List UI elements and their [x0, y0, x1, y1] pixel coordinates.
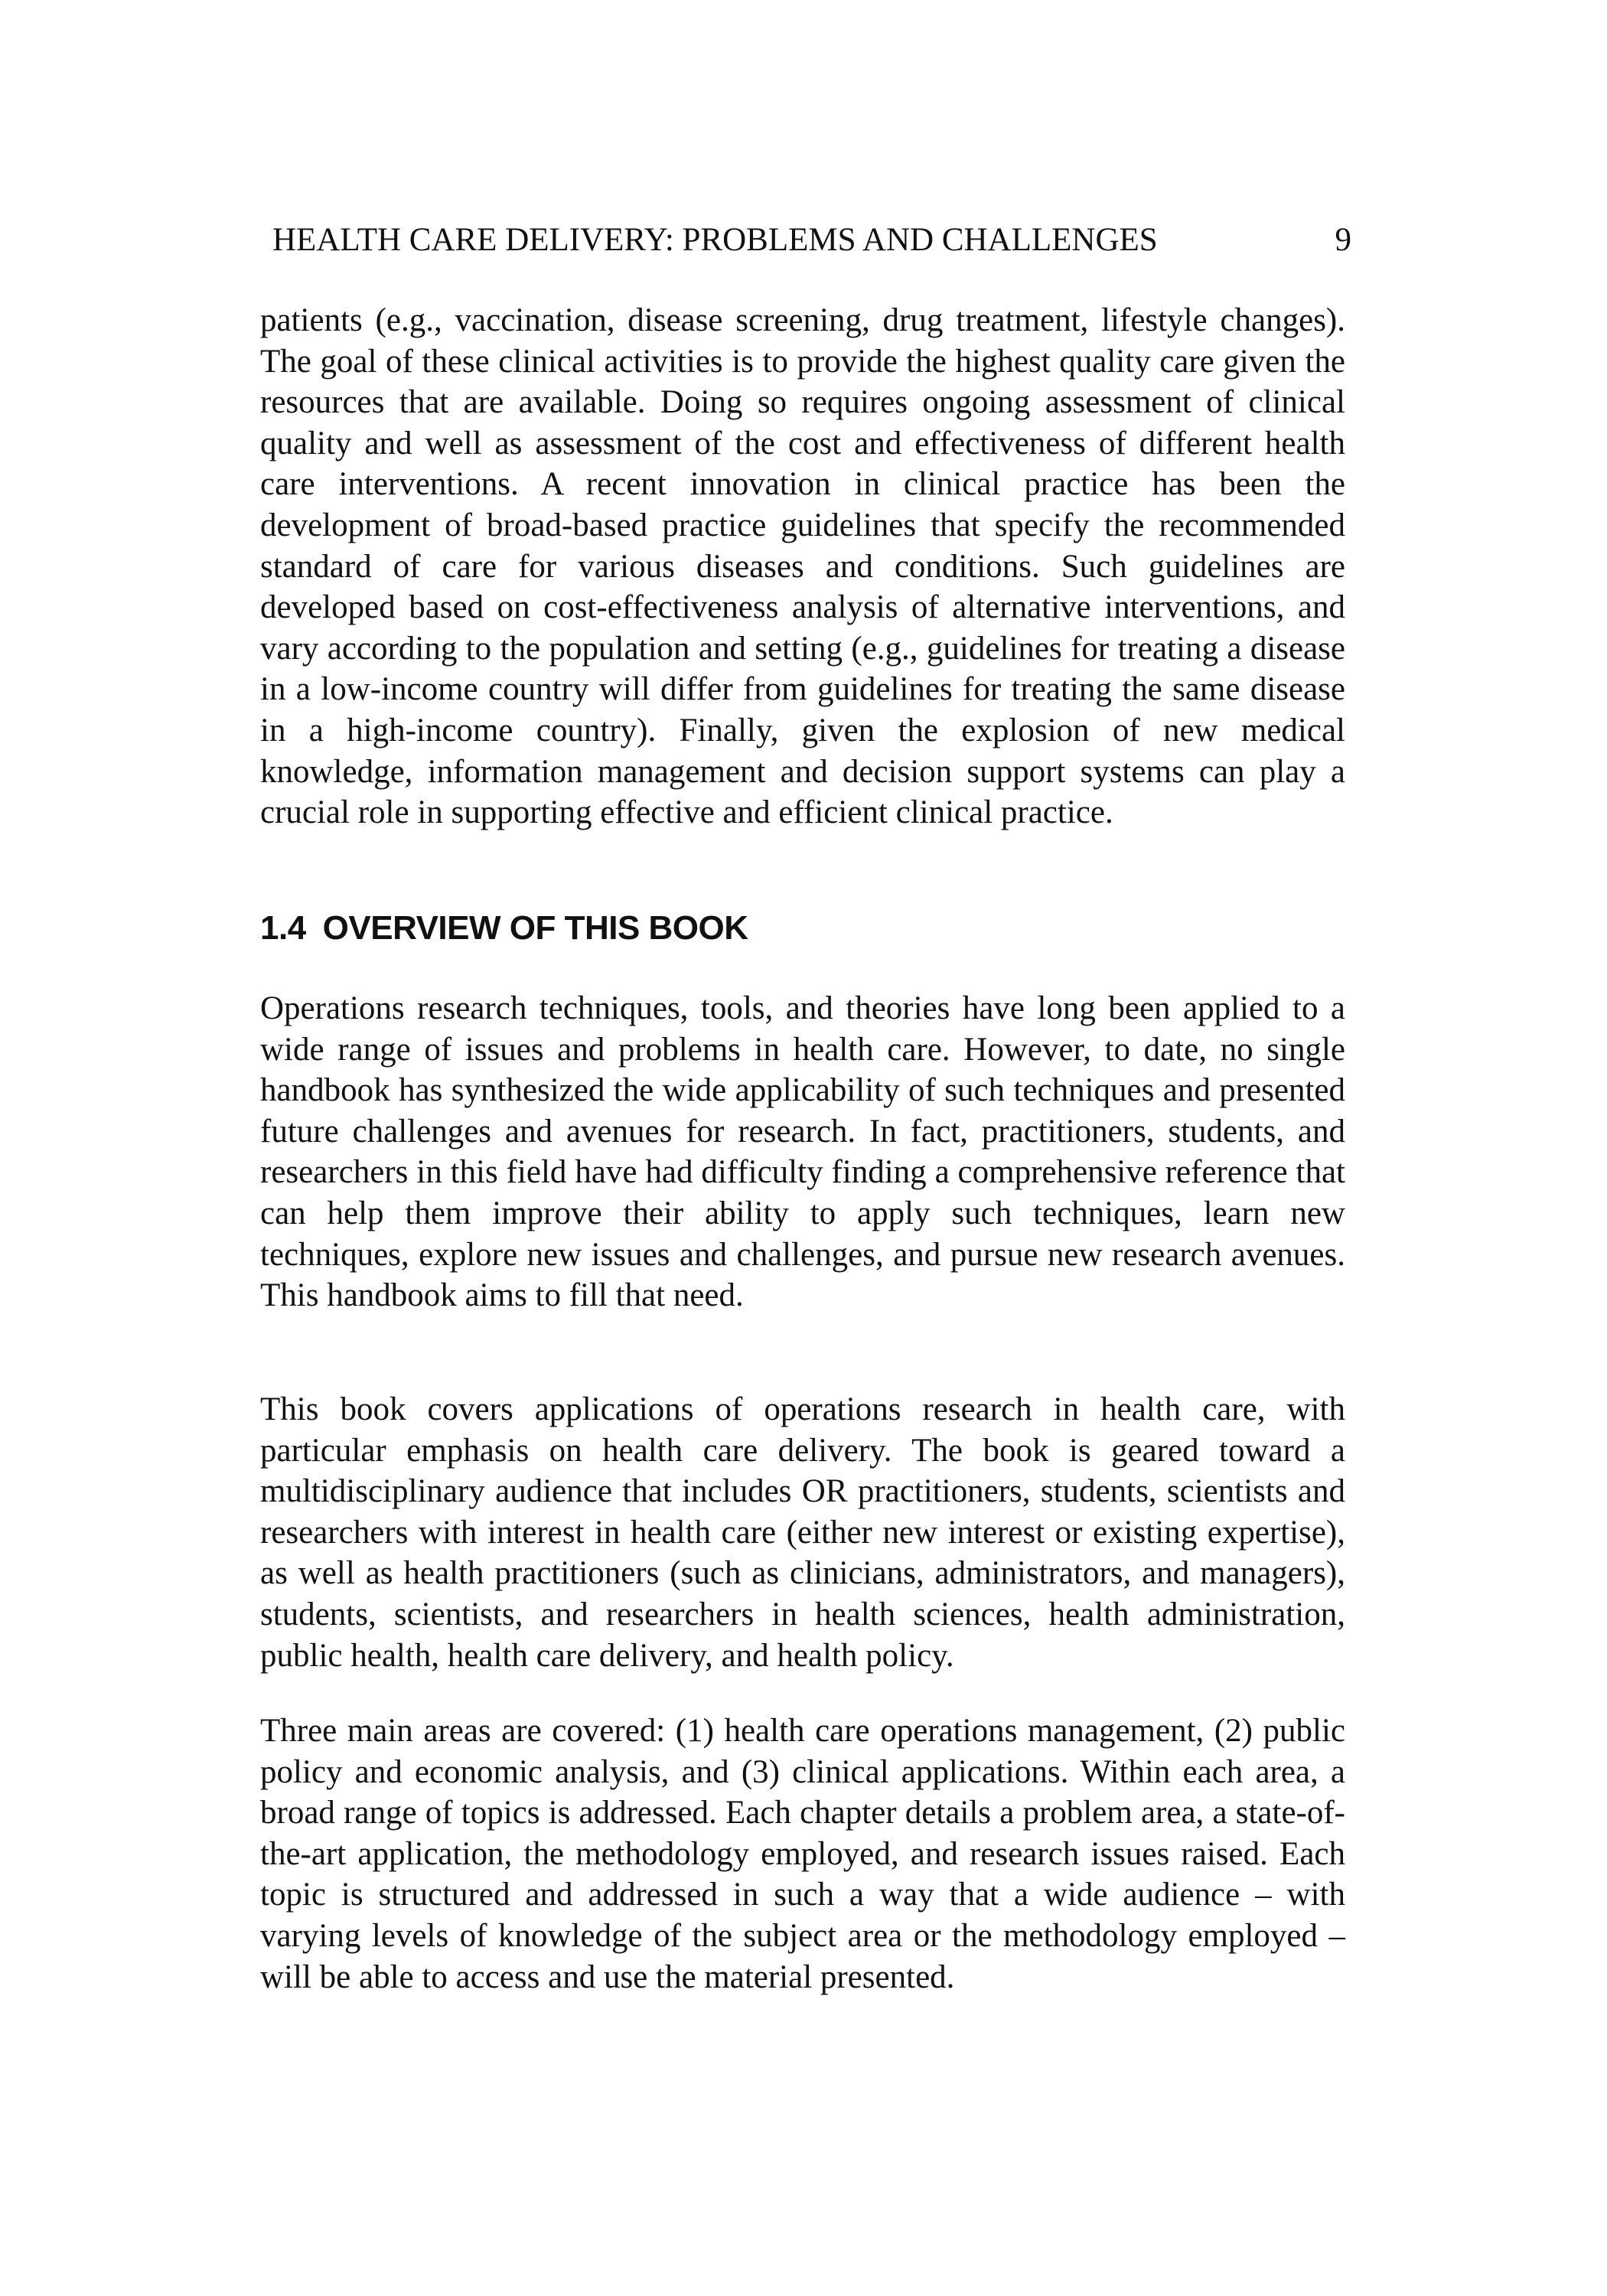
- continued-paragraph: [260, 300, 1345, 833]
- paragraph-text: Operations research techniques, tools, and theories have long been applied to a wide range of issues and problems in health care. However, to date, no single handbook has synthesized the wide applicability of such techniques and presented future challenges and avenues for research. In fact, practitioners, students, and researchers in this field have had difficulty finding a comprehensive reference that can help them improve their ability to apply such techniques, learn new techniques, explore new issues and challenges, and pursue new research avenues. This handbook aims to fill that need.: [260, 990, 1345, 1314]
- paragraph-1: [260, 988, 1345, 1316]
- paragraph-text: patients (e.g., vaccination, disease screening, drug treatment, lifestyle changes). The goal of these clinical activities is to provide the highest quality care given the resources that are available. Doing so requires ongoing assessment of clinical quality and well as assessment of the cost and effectiveness of different health care interventions. A recent innovation in clinical practice has been the development of broad-based practice guidelines that specify the recommended standard of care for various diseases and conditions. Such guidelines are developed based on cost-effectiveness analysis of alternative interventions, and vary according to the population and setting (e.g., guidelines for treating a disease in a low-income country will differ from guidelines for treating the same disease in a high-income country). Finally, given the explosion of new medical knowledge, information management and decision support systems can play a crucial role in supporting effective and efficient clinical practice.: [260, 302, 1345, 831]
- section-heading: [260, 907, 748, 950]
- paragraph-text: This book covers applications of operations research in health care, with particular emphasis on health care delivery. The book is geared toward a multidisciplinary audience that includes OR practitioners, students, scientists and researchers with interest in health care (either new interest or existing expertise), as well as health practitioners (such as clinicians, administrators, and managers), students, scientists, and researchers in health sciences, health administration, public health, health care delivery, and health policy.: [260, 1391, 1345, 1674]
- paragraph-text: Three main areas are covered: (1) health care operations management, (2) public policy and economic analysis, and (3) clinical applications. Within each area, a broad range of topics is addressed. Each chapter details a problem area, a state-of-the-art application, the methodology employed, and research issues raised. Each topic is structured and addressed in such a way that a wide audience – with varying levels of knowledge of the subject area or the methodology employed – will be able to access and use the material presented.: [260, 1713, 1345, 1995]
- paragraph-2: [260, 1389, 1345, 1676]
- section-number: 1.4: [260, 909, 306, 947]
- running-header: [272, 219, 1351, 262]
- page-number: 9: [1335, 222, 1351, 258]
- running-title: HEALTH CARE DELIVERY: PROBLEMS AND CHALLENGES: [272, 222, 1158, 258]
- paragraph-3: [260, 1711, 1345, 1998]
- section-title: OVERVIEW OF THIS BOOK: [322, 909, 748, 947]
